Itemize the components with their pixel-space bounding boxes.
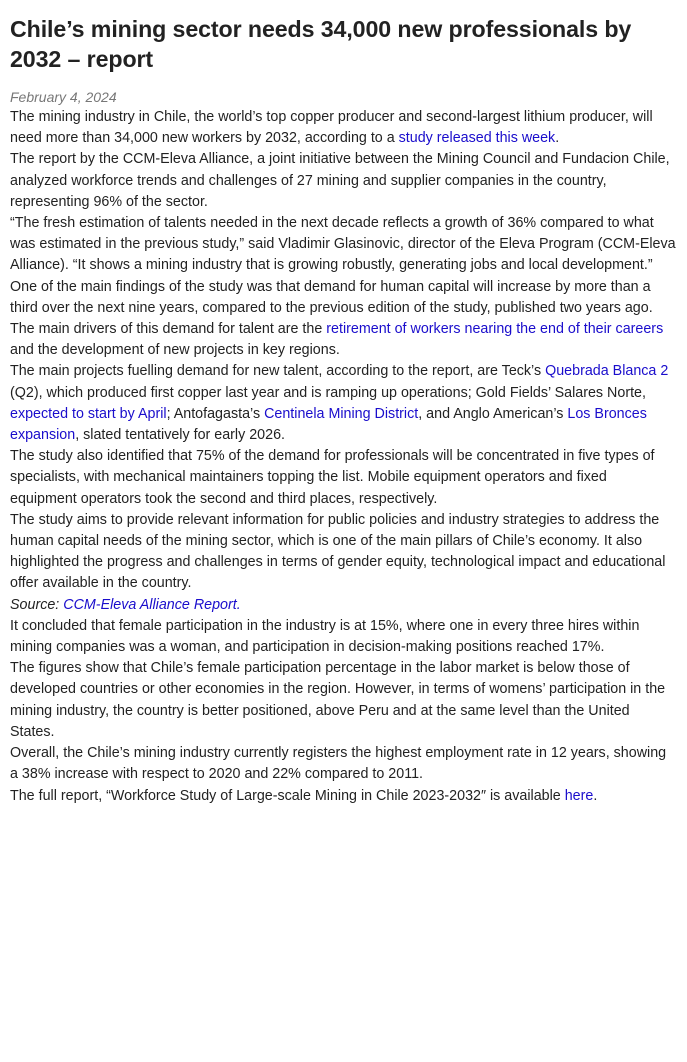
paragraph-specialists	[10, 446, 677, 510]
paragraph-intro	[10, 107, 677, 149]
paragraph-text: , slated tentatively for early 2026.	[75, 427, 285, 444]
paragraph-quote	[10, 213, 677, 277]
centinela-link[interactable]: Centinela Mining District	[264, 405, 419, 422]
paragraph-projects	[10, 361, 677, 446]
source-line	[10, 595, 677, 616]
paragraph-text: The mining industry in Chile, the world’s top copper producer and second-largest lithium producer, will need more than 34,000 new workers by 2032, according to a	[10, 109, 653, 147]
paragraph-text: ; Antofagasta’s	[166, 405, 265, 422]
paragraph-text: (Q2), which produced first copper last year and is ramping up operations; Gold Fields’ Salares Norte,	[10, 384, 646, 401]
full-report-link[interactable]: here	[564, 787, 594, 804]
paragraph-text: The report by the CCM-Eleva Alliance, a joint initiative between the Mining Council and Fundacion Chile, analyzed workforce trends and challenges of 27 mining and supplier companies in the country, representing 96% of the sector.	[10, 151, 670, 210]
paragraph-text: .	[593, 787, 598, 804]
paragraph-findings	[10, 277, 677, 362]
paragraph-employment	[10, 743, 677, 785]
los-bronces-link[interactable]: Los Bronces expansion	[10, 405, 647, 444]
paragraph-figures	[10, 658, 677, 743]
quebrada-blanca-link[interactable]: Quebrada Blanca 2	[545, 363, 669, 380]
paragraph-text: The study also identified that 75% of the demand for professionals will be concentrated in five types of specialists, with mechanical maintainers topping the list. Mobile equipment operators and fixed equipment operators took the second and third places, respectively.	[10, 448, 655, 507]
retirement-link[interactable]: retirement of workers nearing the end of their careers	[326, 321, 664, 338]
paragraph-full-report	[10, 786, 677, 807]
paragraph-text: and the development of new projects in key regions.	[10, 342, 340, 359]
expected-start-link[interactable]: expected to start by April	[10, 405, 167, 422]
paragraph-text: The figures show that Chile’s female participation percentage in the labor market is below those of developed countries or other economies in the region. However, in terms of womens’ participation in the mining industry, the country is better positioned, above Peru and at the same level than the United States.	[10, 660, 666, 740]
paragraph-text: “The fresh estimation of talents needed in the next decade reflects a growth of 36% compared to what was estimated in the previous study,” said Vladimir Glasinovic, director of the Eleva Program (CCM-Eleva Alliance). “It shows a mining industry that is growing robustly, generating jobs and local development.”	[10, 215, 676, 274]
paragraph-aims	[10, 510, 677, 595]
article-title: Chile’s mining sector needs 34,000 new professionals by 2032 – report	[10, 16, 632, 72]
paragraph-text: One of the main findings of the study was that demand for human capital will increase by more than a third over the next nine years, compared to the previous edition of the study, published two years ago. The main drivers of this demand for talent are the	[10, 278, 653, 338]
paragraph-report	[10, 149, 677, 213]
study-released-link[interactable]: study released this week	[398, 130, 556, 147]
publish-date: February 4, 2024	[10, 89, 117, 105]
paragraph-text: The main projects fuelling demand for new talent, according to the report, are Teck’s	[10, 363, 546, 380]
paragraph-female-participation	[10, 616, 677, 658]
source-label: Source:	[10, 596, 64, 613]
paragraph-text: It concluded that female participation in the industry is at 15%, where one in every three hires within mining companies was a woman, and participation in decision-making positions reached 17%.	[10, 617, 640, 656]
paragraph-text: , and Anglo American’s	[418, 405, 568, 422]
paragraph-text: Overall, the Chile’s mining industry currently registers the highest employment rate in 12 years, showing a 38% increase with respect to 2020 and 22% compared to 2011.	[10, 745, 667, 783]
paragraph-text: .	[555, 130, 560, 147]
paragraph-text: The full report, “Workforce Study of Large-scale Mining in Chile 2023-2032″ is available	[10, 787, 565, 804]
paragraph-text: The study aims to provide relevant information for public policies and industry strategies to address the human capital needs of the mining sector, which is one of the main pillars of Chile’s economy. It also highlighted the progress and challenges in terms of gender equity, technological impact and educational offer available in the country.	[10, 511, 666, 592]
source-report-link[interactable]: CCM-Eleva Alliance Report.	[63, 596, 241, 613]
